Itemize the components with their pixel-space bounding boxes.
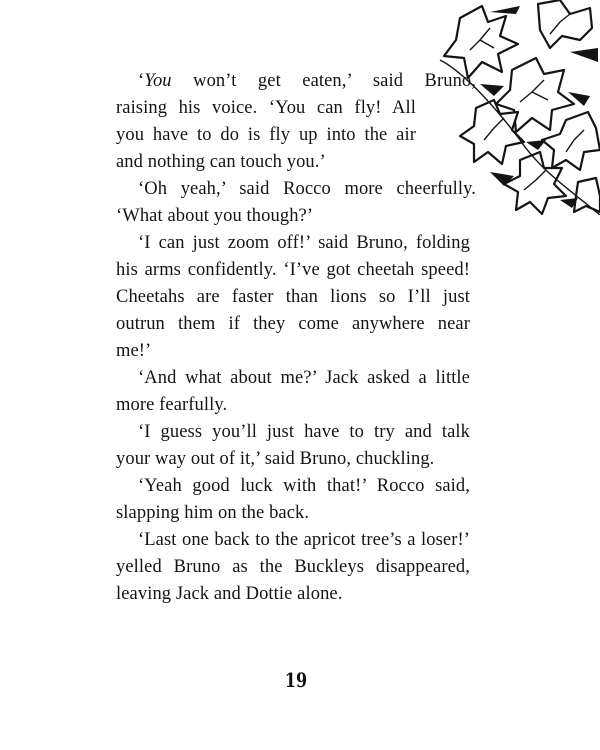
text-line: you have to do is fly up into the air bbox=[116, 125, 416, 145]
text-line: Cheetahs are faster than lions so I’ll just bbox=[116, 287, 470, 307]
text-line: raising his voice. ‘You can fly! All bbox=[116, 98, 416, 118]
text-line: ‘And what about me?’ Jack asked a little bbox=[138, 368, 470, 388]
text-line: leaving Jack and Dottie alone. bbox=[116, 584, 343, 604]
page-number: 19 bbox=[284, 668, 308, 692]
story-text bbox=[116, 68, 476, 608]
text-line: yelled Bruno as the Buckleys disappeared, bbox=[116, 557, 470, 577]
text-line: your way out of it,’ said Bruno, chuckling. bbox=[116, 449, 435, 469]
text-line: ‘I guess you’ll just have to try and talk bbox=[138, 422, 470, 442]
text-line: more fearfully. bbox=[116, 395, 228, 415]
text-line: ‘Last one back to the apricot tree’s a loser!’ bbox=[138, 530, 470, 550]
text-line: ‘What about you though?’ bbox=[116, 206, 314, 226]
text-line: outrun them if they come anywhere near bbox=[116, 314, 470, 334]
text-line: and nothing can touch you.’ bbox=[116, 152, 326, 172]
text-line: slapping him on the back. bbox=[116, 503, 310, 523]
text-line: his arms confidently. ‘I’ve got cheetah speed! bbox=[116, 260, 470, 280]
text-line: ‘Yeah good luck with that!’ Rocco said, bbox=[138, 476, 470, 496]
text-line: me!’ bbox=[116, 341, 152, 361]
text-line: ‘I can just zoom off!’ said Bruno, folding bbox=[138, 233, 470, 253]
emphasis-text: You bbox=[144, 71, 172, 91]
text-line: ‘Oh yeah,’ said Rocco more cheerfully. bbox=[138, 179, 476, 199]
text-line: ‘You won’t get eaten,’ said Bruno, bbox=[138, 71, 476, 91]
